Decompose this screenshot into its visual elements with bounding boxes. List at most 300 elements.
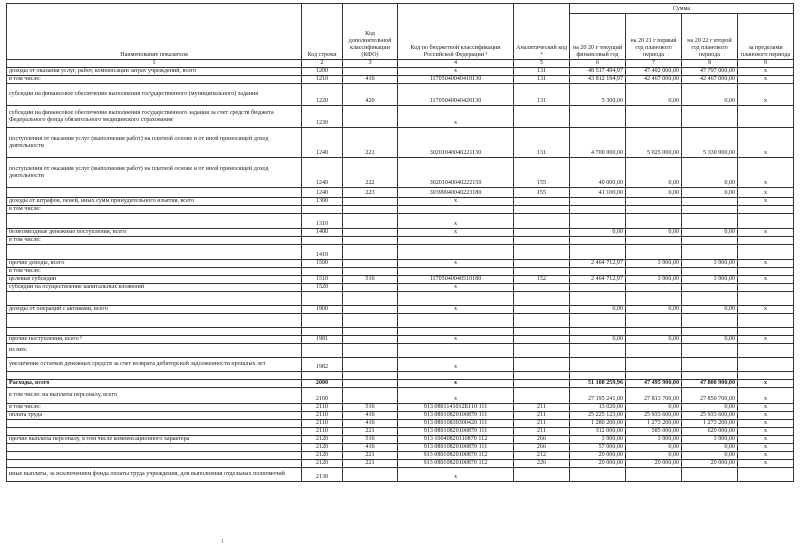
header-col9: за пределами планового периода [738,14,794,60]
cell-kfo [343,284,398,292]
cell-v7: 0,00 [626,84,682,106]
cell-code: 1500 [302,260,343,268]
cell-v9: х [738,404,794,412]
cell-v6: 25 225 123,00 [570,412,626,420]
cell-name: субсидии на финансовое обеспечение выполнения государственного задания за счет средств бюджета Федерального фонда обязательного медицинского страхования [7,106,302,128]
cell-kfo: 221 [343,460,398,468]
cell-code [302,292,343,306]
cell-kfo: 221 [343,128,398,158]
cell-code: 2110 [302,412,343,420]
cell-v9 [738,372,794,380]
cell-v7 [626,468,682,482]
cell-kfo: 510 [343,404,398,412]
cell-v8: 27 850 700,00 [682,388,738,404]
cell-code: 2000 [302,380,343,388]
table-row [7,84,794,106]
cell-v8: 0,00 [682,188,738,198]
cell-kfo [343,68,398,76]
cell-code: 1200 [302,68,343,76]
cell-code [302,314,343,328]
cell-budget: х [398,229,514,237]
cell-v8: 3 900,00 [682,436,738,444]
cell-analytic [514,314,570,328]
header-row-code: Код строки [302,4,343,60]
cell-code [302,237,343,245]
cell-v9: х [738,260,794,268]
table-row [7,198,794,206]
cell-v6 [570,245,626,260]
cell-analytic: 152 [514,276,570,284]
table-row [7,328,794,336]
cell-v9: х [738,436,794,444]
table-row [7,260,794,268]
cell-budget [398,372,514,380]
cell-v9 [738,214,794,229]
cell-v8: 0,00 [682,404,738,412]
cell-v8: 0,00 [682,336,738,344]
cell-budget: х [398,358,514,372]
cell-kfo: 223 [343,188,398,198]
cell-analytic: 131 [514,128,570,158]
footnote-mark: 1 [221,539,224,545]
cell-v8: 0,00 [682,444,738,452]
cell-analytic [514,229,570,237]
cell-name: оплата труда [7,412,302,420]
cell-v9: х [738,412,794,420]
cell-kfo: 222 [343,158,398,188]
cell-budget [398,314,514,328]
cell-code: 2120 [302,444,343,452]
cell-name [7,420,302,428]
cell-name: субсидии на финансовое обеспечение выполнения государственного (муниципального) задания [7,84,302,106]
cell-v6 [570,206,626,214]
cell-v6 [570,314,626,328]
cell-v9 [738,358,794,372]
cell-analytic: 266 [514,436,570,444]
cell-analytic [514,328,570,336]
cell-budget: 913 08010820100870 112 [398,452,514,460]
cell-code: 1982 [302,358,343,372]
cell-kfo: 510 [343,276,398,284]
cell-budget: х [398,106,514,128]
cell-v7 [626,328,682,336]
cell-v7: 27 813 700,00 [626,388,682,404]
table-row [7,188,794,198]
cell-kfo [343,206,398,214]
cell-name: из них: [7,344,302,358]
cell-v7: 0,00 [626,336,682,344]
cell-kfo [343,198,398,206]
cell-code: 1240 [302,128,343,158]
cell-kfo [343,314,398,328]
cell-name: прочие поступления, всего ⁵ [7,336,302,344]
cell-name [7,452,302,460]
cell-v6: 51 108 259,96 [570,380,626,388]
cell-v8: 1 273 200,00 [682,420,738,428]
cell-kfo [343,372,398,380]
cell-budget: х [398,214,514,229]
table-row [7,404,794,412]
cell-v8: 0,00 [682,229,738,237]
cell-v8: 42 467 000,00 [682,76,738,84]
cell-v6 [570,284,626,292]
cell-code: 2120 [302,460,343,468]
cell-kfo [343,328,398,336]
cell-code: 1230 [302,106,343,128]
cell-kfo [343,229,398,237]
cell-v6 [570,358,626,372]
cell-name [7,428,302,436]
table-row [7,214,794,229]
cell-v6: 48 517 494,97 [570,68,626,76]
cell-v9: х [738,198,794,206]
cell-v8: 47 797 000,00 [682,68,738,76]
cell-v7: 20 000,00 [626,460,682,468]
cell-v9: х [738,229,794,237]
cell-analytic: 211 [514,412,570,420]
cell-analytic: 212 [514,452,570,460]
cell-v8 [682,372,738,380]
header-name: Наименование показателя [7,4,302,60]
cell-v8: 0,00 [682,158,738,188]
cell-name: доходы от операций с активами, всего [7,306,302,314]
col-number: 9 [738,60,794,68]
cell-code [302,206,343,214]
table-row [7,268,794,276]
cell-name: в том числе: на выплаты персоналу, всего [7,388,302,404]
cell-code: 2130 [302,468,343,482]
cell-v7 [626,214,682,229]
cell-code [302,372,343,380]
cell-name: в том числе: [7,237,302,245]
table-row [7,237,794,245]
cell-v8 [682,237,738,245]
table-row [7,358,794,372]
col-number: 4 [398,60,514,68]
cell-v8: 0,00 [682,84,738,106]
cell-budget: 30201040040221130 [398,128,514,158]
cell-v8 [682,314,738,328]
cell-v6: 312 000,00 [570,428,626,436]
cell-v7 [626,237,682,245]
cell-v7: 0,00 [626,452,682,460]
cell-name [7,292,302,306]
cell-name: в том числе: [7,268,302,276]
table-row [7,76,794,84]
cell-budget: х [398,284,514,292]
cell-name [7,214,302,229]
cell-v9: х [738,158,794,188]
cell-kfo [343,468,398,482]
cell-v6 [570,268,626,276]
cell-v6: 3 900,00 [570,436,626,444]
cell-v9 [738,314,794,328]
header-sum: Сумма [570,4,794,14]
col-number: 2 [302,60,343,68]
cell-v7: 42 467 000,00 [626,76,682,84]
cell-v8: 20 000,00 [682,460,738,468]
table-row [7,468,794,482]
cell-v9: х [738,380,794,388]
cell-v7: 5 025 000,00 [626,128,682,158]
cell-v9 [738,328,794,336]
cell-name [7,444,302,452]
cell-code: 1510 [302,276,343,284]
cell-budget: 30201040040222150 [398,158,514,188]
cell-v7: 25 933 600,00 [626,412,682,420]
cell-analytic: 211 [514,428,570,436]
cell-v9 [738,468,794,482]
cell-analytic: 211 [514,420,570,428]
cell-budget: 913 08010820100870 111 [398,412,514,420]
table-row [7,245,794,260]
cell-v9: х [738,188,794,198]
table-row [7,284,794,292]
cell-analytic [514,336,570,344]
cell-name [7,460,302,468]
cell-v7 [626,268,682,276]
cell-kfo [343,106,398,128]
cell-kfo: 221 [343,452,398,460]
cell-budget [398,206,514,214]
cell-budget: х [398,260,514,268]
cell-kfo [343,237,398,245]
cell-v6: 5 300,00 [570,84,626,106]
cell-kfo [343,214,398,229]
cell-code: 2110 [302,428,343,436]
cell-v6: 4 700 000,00 [570,128,626,158]
cell-v6: 2 464 712,97 [570,276,626,284]
cell-v7: 3 900,00 [626,436,682,444]
table-row [7,436,794,444]
cell-kfo: 410 [343,420,398,428]
table-row [7,306,794,314]
cell-analytic [514,388,570,404]
cell-v9: х [738,460,794,468]
cell-kfo [343,245,398,260]
cell-v7: 3 900,00 [626,260,682,268]
cell-v9 [738,268,794,276]
cell-code: 1220 [302,84,343,106]
cell-v8: 5 330 000,00 [682,128,738,158]
cell-analytic [514,214,570,229]
cell-name [7,372,302,380]
cell-v6 [570,214,626,229]
cell-v9 [738,106,794,128]
table-row [7,444,794,452]
cell-v6: 0,00 [570,336,626,344]
table-row [7,460,794,468]
cell-v9: х [738,128,794,158]
cell-budget: х [398,198,514,206]
cell-v8 [682,106,738,128]
cell-analytic [514,284,570,292]
cell-v7 [626,358,682,372]
cell-v6: 0,00 [570,229,626,237]
cell-code: 1900 [302,306,343,314]
cell-budget: х [398,68,514,76]
cell-analytic: 155 [514,158,570,188]
cell-kfo [343,292,398,306]
cell-v6: 43 812 194,97 [570,76,626,84]
cell-code: 2120 [302,436,343,444]
cell-v7 [626,292,682,306]
cell-name: поступления от оказания услуг (выполнения работ) на платной основе и от иной приносящей доход деятельности [7,158,302,188]
cell-budget: 913 10040820110870 112 [398,436,514,444]
cell-budget: 11705040040410130 [398,76,514,84]
cell-code [302,344,343,358]
cell-kfo [343,336,398,344]
cell-v8: 25 933 600,00 [682,412,738,420]
cell-code: 1240 [302,188,343,198]
cell-v9: х [738,68,794,76]
cell-v6 [570,468,626,482]
cell-v6: 20 000,00 [570,452,626,460]
cell-v8 [682,284,738,292]
cell-name: безвозмездные денежные поступления, всего [7,229,302,237]
cell-v6: 1 280 200,00 [570,420,626,428]
cell-v9: х [738,452,794,460]
col-number: 7 [626,60,682,68]
cell-v6: 20 000,00 [570,460,626,468]
cell-name: увеличение остатков денежных средств за счет возврата дебиторской задолженности прошлых лет [7,358,302,372]
cell-v6 [570,328,626,336]
col-number: 3 [343,60,398,68]
cell-name: Расходы, всего [7,380,302,388]
cell-v9: х [738,428,794,436]
cell-v7 [626,206,682,214]
table-row [7,388,794,404]
cell-v6: 40 000,00 [570,158,626,188]
cell-analytic [514,245,570,260]
cell-v8: 3 900,00 [682,260,738,268]
cell-v6: 0,00 [570,306,626,314]
cell-kfo: 410 [343,412,398,420]
cell-v9: х [738,76,794,84]
cell-v8 [682,245,738,260]
cell-analytic: 155 [514,188,570,198]
cell-budget: 913 0801141012Б110 111 [398,404,514,412]
cell-v9 [738,237,794,245]
cell-v8: 620 000,00 [682,428,738,436]
cell-budget: х [398,336,514,344]
plan-table [6,3,794,482]
cell-v7: 0,00 [626,444,682,452]
cell-analytic [514,206,570,214]
cell-v8: 47 800 900,00 [682,380,738,388]
cell-budget: х [398,380,514,388]
cell-analytic [514,306,570,314]
cell-analytic [514,358,570,372]
cell-budget: 11705040040420130 [398,84,514,106]
cell-v8 [682,344,738,358]
cell-name [7,328,302,336]
cell-v8 [682,468,738,482]
header-col7: на 20 21 г первый год планового периода [626,14,682,60]
cell-v7: 0,00 [626,404,682,412]
col-number: 1 [7,60,302,68]
cell-budget [398,292,514,306]
cell-v8 [682,292,738,306]
cell-v6 [570,372,626,380]
cell-analytic [514,372,570,380]
cell-analytic [514,380,570,388]
col-number: 8 [682,60,738,68]
header-col6: на 20 20 г текущий финансовый год [570,14,626,60]
cell-name: в том числе: [7,206,302,214]
cell-name: доходы от штрафов, пеней, иных сумм принудительного изъятия, всего [7,198,302,206]
cell-analytic: 266 [514,444,570,452]
col-number: 6 [570,60,626,68]
table-row [7,276,794,284]
cell-v6 [570,198,626,206]
cell-kfo [343,388,398,404]
cell-budget [398,328,514,336]
cell-v8 [682,268,738,276]
table-row [7,452,794,460]
cell-analytic: 131 [514,76,570,84]
cell-analytic [514,106,570,128]
table-row [7,314,794,328]
cell-v6: 57 000,00 [570,444,626,452]
cell-v7 [626,372,682,380]
cell-analytic [514,268,570,276]
cell-v6: 27 195 241,00 [570,388,626,404]
cell-v8 [682,328,738,336]
cell-v7 [626,245,682,260]
header-budget-code: Код по бюджетной классификации Российской Федерации ³ [398,4,514,60]
cell-name: прочие выплаты персоналу, в том числе компенсационного характера [7,436,302,444]
table-row [7,420,794,428]
cell-budget [398,268,514,276]
cell-v7 [626,284,682,292]
cell-code: 1981 [302,336,343,344]
cell-name: прочие доходы, всего [7,260,302,268]
cell-v9 [738,344,794,358]
cell-kfo: 420 [343,84,398,106]
header-col8: на 20 22 г второй год планового периода [682,14,738,60]
cell-v9: х [738,420,794,428]
cell-analytic [514,198,570,206]
cell-budget [398,344,514,358]
cell-budget [398,245,514,260]
table-row [7,128,794,158]
cell-v8 [682,206,738,214]
cell-code: 1310 [302,214,343,229]
cell-kfo [343,358,398,372]
cell-budget: 913 08010820100870 111 [398,444,514,452]
column-number-row [7,60,794,68]
cell-budget: х [398,306,514,314]
cell-budget: 11705040040510180 [398,276,514,284]
cell-analytic [514,260,570,268]
cell-code [302,268,343,276]
cell-v9: х [738,336,794,344]
cell-code: 2110 [302,404,343,412]
cell-analytic [514,344,570,358]
cell-kfo [343,306,398,314]
cell-v7: 0,00 [626,229,682,237]
table-row [7,428,794,436]
cell-v7 [626,106,682,128]
cell-code: 1520 [302,284,343,292]
cell-budget: х [398,388,514,404]
cell-name: в том числе: [7,76,302,84]
cell-code: 2120 [302,452,343,460]
cell-v9: х [738,84,794,106]
cell-analytic [514,468,570,482]
cell-v8: 3 900,00 [682,276,738,284]
